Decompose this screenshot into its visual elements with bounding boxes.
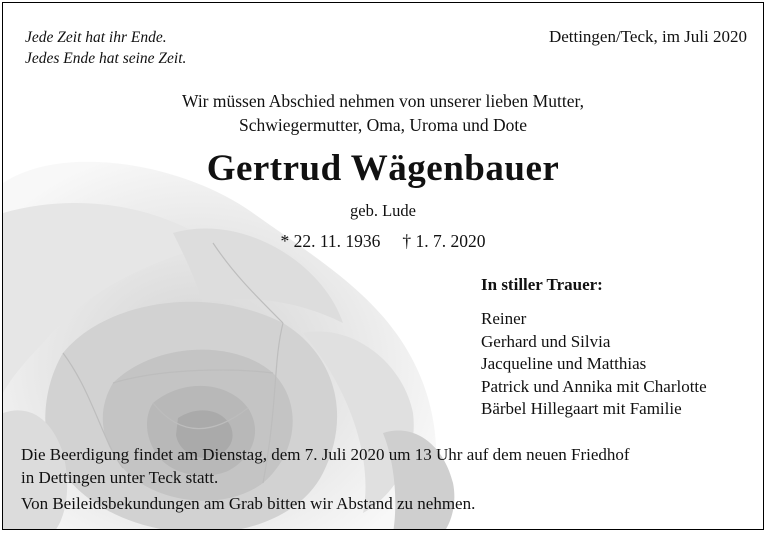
deceased-name: Gertrud Wägenbauer (206, 148, 560, 189)
quote-line: Jedes Ende hat seine Zeit. (25, 50, 187, 67)
mourner-name: Patrick und Annika mit Charlotte (481, 376, 707, 396)
birth-date: * 22. 11. 1936 (280, 231, 381, 251)
mourners-block (481, 275, 707, 421)
condolence-request: Von Beileidsbekundungen am Grab bitten wir Abstand zu nehmen. (21, 494, 476, 513)
life-dates (3, 231, 763, 252)
place-date: Dettingen/Teck, im Juli 2020 (548, 27, 747, 46)
quote-line: Jede Zeit hat ihr Ende. (25, 29, 167, 46)
mourner-name: Reiner (481, 309, 527, 328)
funeral-line: in Dettingen unter Teck statt. (21, 468, 219, 487)
death-date: † 1. 7. 2020 (402, 231, 486, 251)
birth-name: geb. Lude (350, 201, 416, 220)
intro-text (3, 89, 763, 137)
funeral-line: Die Beerdigung findet am Dienstag, dem 7. Juli 2020 um 13 Uhr auf dem neuen Friedhof (21, 445, 630, 464)
intro-line: Schwiegermutter, Oma, Uroma und Dote (239, 115, 527, 135)
funeral-info (21, 443, 630, 489)
obituary-notice (2, 2, 764, 530)
mourner-name: Gerhard und Silvia (481, 331, 611, 351)
mourner-name: Bärbel Hillegaart mit Familie (481, 399, 682, 418)
intro-line: Wir müssen Abschied nehmen von unserer lieben Mutter, (182, 91, 584, 111)
mourner-name: Jacqueline und Matthias (481, 354, 647, 373)
quote (25, 27, 186, 69)
mourners-heading: In stiller Trauer: (481, 275, 603, 294)
